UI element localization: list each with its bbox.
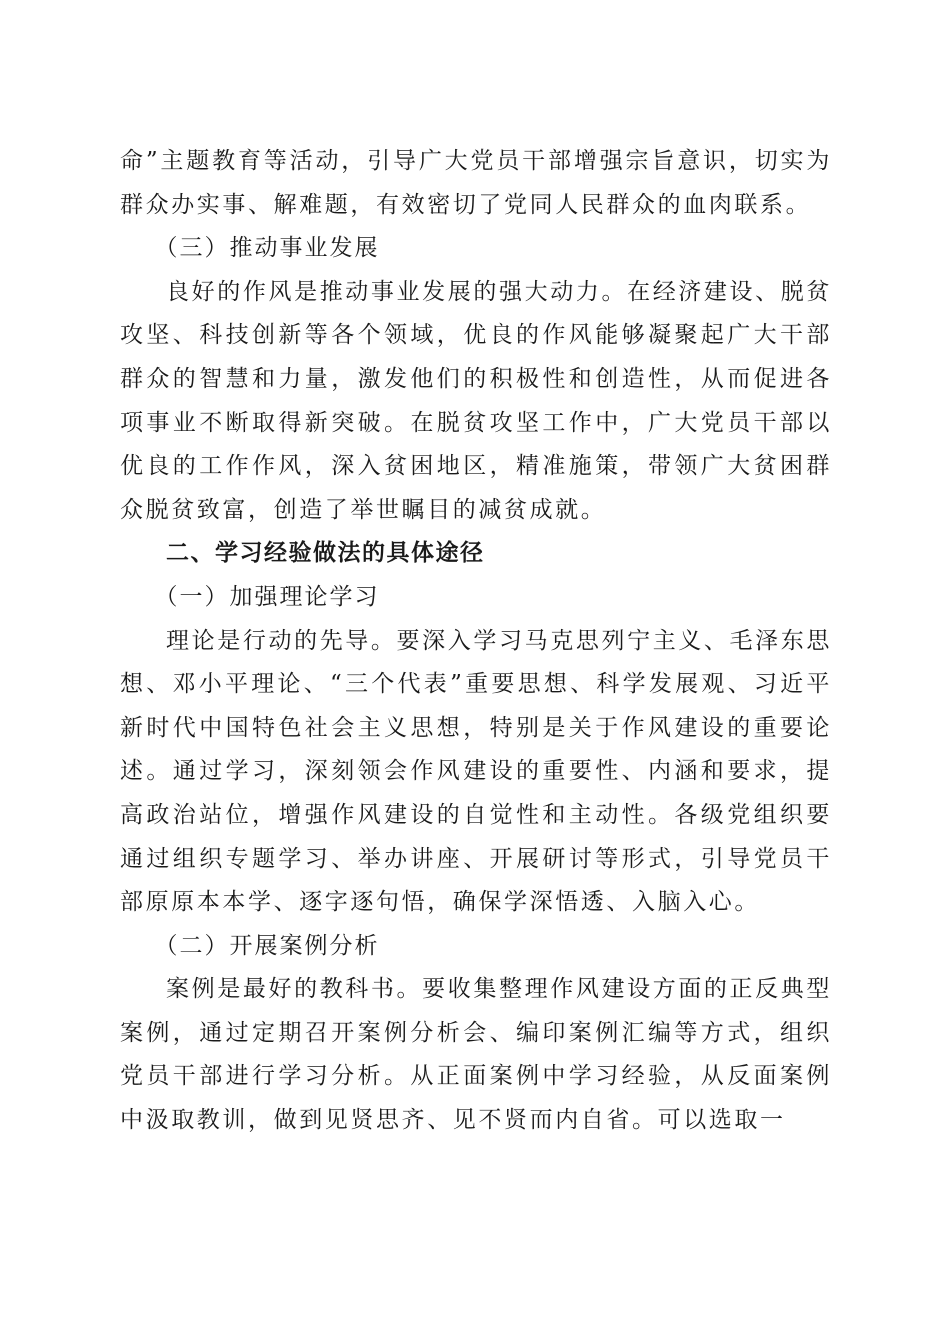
paragraph-promote-development: 良好的作风是推动事业发展的强大动力。在经济建设、脱贫攻坚、科技创新等各个领域，优良的作风能够凝聚起广大干部群众的智慧和力量，激发他们的积极性和创造性，从而促进各项事业不断取得新突破。在脱贫攻坚工作中，广大党员干部以优良的工作作风，深入贫困地区，精准施策，带领广大贫困群众脱贫致富，创造了举世瞩目的减贫成就。 xyxy=(120,278,832,523)
subheading-case-analysis: （二）开展案例分析 xyxy=(154,932,380,959)
document-page xyxy=(120,140,832,1143)
paragraph-theory-study: 理论是行动的先导。要深入学习马克思列宁主义、毛泽东思想、邓小平理论、“三个代表”重要思想、科学发展观、习近平新时代中国特色社会主义思想，特别是关于作风建设的重要论述。通过学习，深刻领会作风建设的重要性、内涵和要求，提高政治站位，增强作风建设的自觉性和主动性。各级党组织要通过组织专题学习、举办讲座、开展研讨等形式，引导党员干部原原本本学、逐字逐句悟，确保学深悟透、入脑入心。 xyxy=(120,627,832,916)
subheading-promote-development: （三）推动事业发展 xyxy=(154,235,380,262)
paragraph-case-analysis: 案例是最好的教科书。要收集整理作风建设方面的正反典型案例，通过定期召开案例分析会、编印案例汇编等方式，组织党员干部进行学习分析。从正面案例中学习经验，从反面案例中汲取教训，做到见贤思齐、见不贤而内自省。可以选取一 xyxy=(120,976,832,1134)
subheading-theory-study: （一）加强理论学习 xyxy=(154,583,380,610)
section-heading-specific-approaches: 二、学习经验做法的具体途径 xyxy=(166,540,485,567)
paragraph-continuation: 命”主题教育等活动，引导广大党员干部增强宗旨意识，切实为群众办实事、解难题，有效密切了党同人民群众的血肉联系。 xyxy=(120,148,832,218)
